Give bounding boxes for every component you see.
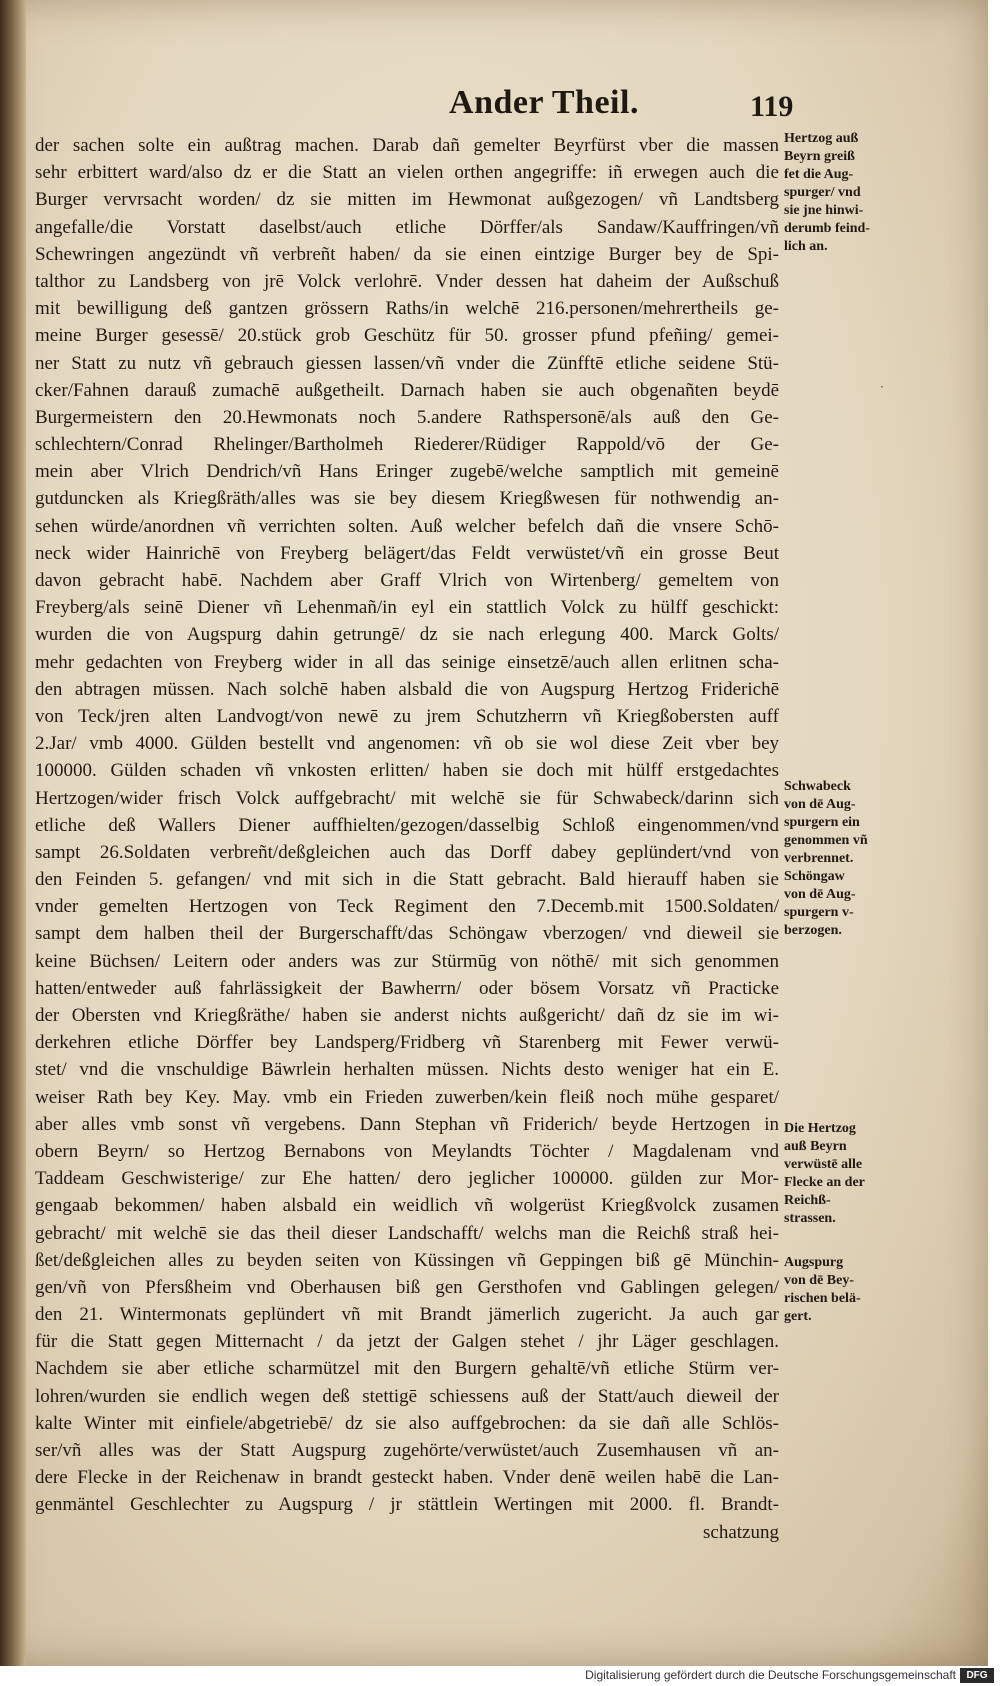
text-line: der Obersten vnd Kriegßräthe/ haben sie anderst nichts außgericht/ dañ dz sie im wi- bbox=[35, 1005, 779, 1026]
text-line: Freyberg/als seinē Diener vñ Lehenmañ/in eyl ein stattlich Volck zu hülff geschickt: bbox=[35, 597, 779, 619]
text-line: den Feinden 5. gefangen/ vnd mit sich in die Statt gebracht. Bald hierauff haben sie bbox=[35, 869, 779, 891]
margin-note-line: lich an. bbox=[784, 239, 828, 254]
margin-note-line: rischen belä- bbox=[784, 1291, 861, 1306]
text-line: cker/Fahnen darauß zumachē außgetheilt. Darnach haben sie auch obgenañten beydē bbox=[35, 379, 779, 401]
text-line: mit bewilligung deß gantzen grössern Raths/in welchē 216.personen/mehrertheils ge- bbox=[35, 298, 779, 320]
text-line: Burgermeistern den 20.Hewmonats noch 5.andere Rathspersonē/als auß den Ge- bbox=[35, 406, 779, 428]
text-line: weiser Rath bey Key. May. vmb ein Frieden zuwerben/kein fleiß noch mühe gesparet/ bbox=[35, 1086, 779, 1108]
margin-note-line: gert. bbox=[784, 1309, 812, 1324]
text-line: 100000. Gülden schaden vñ vnkosten erlitten/ haben sie doch mit hülff erstgedachtes bbox=[35, 760, 779, 782]
text-line: sehen würde/anordnen vñ verrichten solten. Auß welcher befelch dañ die vnsere Schō- bbox=[35, 515, 779, 537]
text-line: wurden die von Augspurg dahin getrungē/ dz sie nach erlegung 400. Marck Golts/ bbox=[35, 624, 779, 646]
text-line: sampt 26.Soldaten verbreñt/deßgleichen auch das Dorff dabey geplündert/vnd von bbox=[35, 841, 779, 863]
text-line: obern Beyrn/ so Hertzog Bernabons von Meylandts Töchter / Magdalenam vnd bbox=[35, 1140, 779, 1162]
text-line: für die Statt gegen Mitternacht / da jetzt der Galgen stehet / jhr Läger geschlagen. bbox=[35, 1331, 779, 1353]
dfg-logo: DFG bbox=[960, 1668, 994, 1683]
text-line: den abtragen müssen. Nach solchē haben alsbald die von Augspurg Hertzog Friderichē bbox=[35, 678, 779, 700]
text-line: aber alles vmb sonst vñ vergebens. Dann Stephan vñ Friderich/ beyde Hertzogen in bbox=[35, 1113, 779, 1135]
body-text bbox=[35, 132, 779, 1546]
page-number: 119 bbox=[750, 90, 794, 123]
text-line: lohren/wurden sie endlich wegen deß stettigē schiessens auß der Statt/auch dieweil der bbox=[35, 1385, 779, 1407]
text-line: kalte Winter mit einfiele/abgetriebē/ dz sie also auffgebrochen: da sie dañ alle Schlös- bbox=[35, 1412, 779, 1434]
text-line: ner Statt zu nutz vñ gebrauch giessen lassen/vñ vnder die Zünfftē etliche seidene Stü- bbox=[35, 352, 779, 374]
text-line: talthor zu Landsberg von jrē Volck verlohrē. Vnder dessen hat daheim der Außschuß bbox=[35, 270, 779, 292]
text-line: mehr gedachten von Freyberg wider in all das seinige einsetzē/auch allen erlitnen scha- bbox=[35, 651, 779, 673]
margin-note-line: Hertzog auß bbox=[784, 131, 859, 146]
text-line: gen/vñ von Pfersßheim vnd Oberhausen biß gen Gersthofen vnd Gablingen gelegen/ bbox=[35, 1276, 779, 1298]
text-line: den 21. Wintermonats geplündert vñ mit Brandt jämerlich zugericht. Ja auch gar bbox=[35, 1304, 779, 1326]
text-line: davon gebracht habē. Nachdem aber Graff Vlrich von Wirtenberg/ gemeltem von bbox=[35, 570, 779, 591]
text-line: mein aber Vlrich Dendrich/vñ Hans Eringer zugebē/welche samptlich mit gemeinē bbox=[35, 461, 779, 483]
margin-note-line: spurgern ein bbox=[784, 815, 860, 830]
margin-note-line: auß Beyrn bbox=[784, 1139, 847, 1154]
text-line: meine Burger gesessē/ 20.stück grob Geschütz für 50. grosser pfund pfeñing/ gemei- bbox=[35, 325, 779, 347]
margin-note-hertzog bbox=[784, 130, 888, 256]
text-line: Nachdem sie aber etliche scharmützel mit den Burgern gehaltē/vñ etliche Stürm ver- bbox=[35, 1358, 779, 1380]
text-line: ßet/deßgleichen alles zu beyden seiten von Küssingen vñ Geppingen biß gē Münchin- bbox=[35, 1249, 779, 1271]
margin-note-line: Reichß- bbox=[784, 1193, 831, 1208]
margin-note-line: strassen. bbox=[784, 1211, 836, 1226]
margin-note-line: spurger/ vnd bbox=[784, 185, 861, 200]
margin-note-line: genommen vñ bbox=[784, 833, 868, 848]
text-line: gutduncken als Kriegßräth/alles was sie bey diesem Kriegßwesen für nothwendig an- bbox=[35, 488, 779, 510]
margin-note-line: verbrennet. bbox=[784, 851, 854, 866]
text-line: stet/ vnd die vnschuldige Bäwrlein herhalten müssen. Nichts desto weniger hat ein E. bbox=[35, 1059, 779, 1081]
text-line: sehr erbittert ward/also dz er die Statt an vielen orthen angegriffe: iñ erwegen auch die bbox=[35, 162, 779, 184]
text-line: sampt dem halben theil der Burgerschafft/das Schöngaw vberzogen/ vnd dieweil sie bbox=[35, 923, 779, 945]
margin-note-line: Die Hertzog bbox=[784, 1121, 856, 1136]
text-line: gengaab bekommen/ haben alsbald ein weidlich vñ wolgerüst Kriegßvolck zusamen bbox=[35, 1195, 779, 1217]
text-line: Taddeam Geschwisterige/ zur Ehe hatten/ dero jeglicher 100000. gülden zur Mor- bbox=[35, 1168, 779, 1190]
running-head: Ander Theil. bbox=[449, 84, 639, 121]
text-line: hatten/entweder auß fahrlässigkeit der Bawherrn/ oder bösem Vorsatz vñ Practicke bbox=[35, 977, 779, 999]
text-line: gebracht/ mit welchē sie das theil dieser Landschafft/ welchs man die Reichß straß hei- bbox=[35, 1222, 779, 1244]
footer-bar bbox=[0, 1666, 1000, 1686]
margin-note-line: Augspurg bbox=[784, 1255, 844, 1270]
margin-note-line: berzogen. bbox=[784, 923, 842, 938]
margin-note-schwabeck bbox=[784, 778, 888, 940]
margin-note-line: spurgern v- bbox=[784, 905, 854, 920]
text-line: 2.Jar/ vmb 4000. Gülden bestellt vnd angenomen: vñ ob sie wol diese Zeit vber bey bbox=[35, 733, 779, 755]
margin-note-line: Schwabeck bbox=[784, 779, 851, 794]
margin-note-line: von dē Bey- bbox=[784, 1273, 854, 1288]
ink-speck: · bbox=[880, 380, 884, 394]
text-line: neck wider Hainrichē von Freyberg belägert/das Feldt verwüstet/vñ ein grosse Beut bbox=[35, 542, 779, 564]
text-line: etliche deß Wallers Diener auffhielten/gezogen/dasselbig Schloß eingenommen/vnd bbox=[35, 814, 779, 836]
text-line: ser/vñ alles was der Statt Augspurg zugehörte/verwüstet/auch Zusemhausen vñ an- bbox=[35, 1440, 779, 1461]
margin-note-line: Schöngaw bbox=[784, 869, 845, 884]
margin-note-line: sie jne hinwi- bbox=[784, 203, 864, 218]
margin-note-line: von dē Aug- bbox=[784, 797, 856, 812]
text-line: genmäntel Geschlechter zu Augspurg / jr stättlein Wertingen mit 2000. fl. Brandt- bbox=[35, 1494, 779, 1516]
margin-note-augspurg bbox=[784, 1254, 888, 1326]
text-line: Burger vervrsacht worden/ dz sie mitten im Hewmonat außgezogen/ vñ Landtsberg bbox=[35, 189, 779, 211]
text-line: angefalle/die Vorstatt daselbst/auch etliche Dörffer/als Sandaw/Kauffringen/vñ bbox=[35, 216, 779, 238]
text-line: vnder gemelten Hertzogen von Teck Regiment den 7.Decemb.mit 1500.Soldaten/ bbox=[35, 896, 779, 918]
margin-note-line: derumb feind- bbox=[784, 221, 870, 236]
text-line: Hertzogen/wider frisch Volck auffgebracht/ mit welchē sie für Schwabeck/darinn sich bbox=[35, 787, 779, 809]
text-line: schatzung bbox=[703, 1521, 779, 1543]
text-line: schlechtern/Conrad Rhelinger/Bartholmeh Riederer/Rüdiger Rappold/vō der Ge- bbox=[35, 434, 779, 456]
text-line: von Teck/jren alten Landvogt/von newē zu jrem Schutzherrn vñ Kriegßobersten auff bbox=[35, 705, 779, 727]
margin-note-line: fet die Aug- bbox=[784, 167, 854, 182]
margin-note-line: Flecke an der bbox=[784, 1175, 865, 1190]
margin-note-line: Beyrn greiß bbox=[784, 149, 855, 164]
margin-note-line: von dē Aug- bbox=[784, 887, 856, 902]
text-line: keine Büchsen/ Leitern oder anders was zur Stürmūg von nöthē/ mit sich genommen bbox=[35, 950, 779, 972]
margin-note-hertzog-beyrn bbox=[784, 1120, 888, 1228]
text-line: der sachen solte ein außtrag machen. Darab dañ gemelter Beyrfürst vber die massen bbox=[35, 135, 779, 156]
text-line: Schewringen angezündt vñ verbreñt haben/ da sie einen eintzige Burger bey de Spi- bbox=[35, 243, 779, 265]
book-binding-edge bbox=[0, 0, 26, 1666]
margin-note-line: verwüstē alle bbox=[784, 1157, 863, 1172]
text-line: derkehren etliche Dörffer bey Landsperg/Fridberg vñ Starenberg mit Fewer verwü- bbox=[35, 1032, 779, 1054]
footer-credit: Digitalisierung gefördert durch die Deutsche Forschungsgemeinschaft bbox=[585, 1668, 956, 1682]
text-line: dere Flecke in der Reichenaw in brandt gesteckt haben. Vnder denē weilen habē die Lan- bbox=[35, 1467, 779, 1489]
